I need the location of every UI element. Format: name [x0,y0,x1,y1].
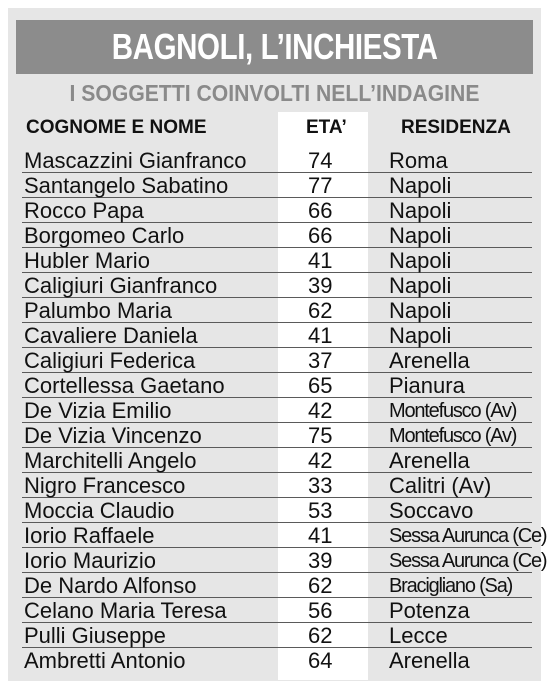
cell-residence: Arenella [389,348,470,373]
cell-residence: Montefusco (Av) [389,400,517,422]
table-row [22,498,532,523]
cell-name: Marchitelli Angelo [24,448,197,473]
table-row [22,348,532,373]
column-header-age: ETA’ [306,117,347,138]
table-row [22,598,532,623]
cell-name: De Nardo Alfonso [24,573,197,598]
cell-name: De Vizia Emilio [24,398,172,423]
table-row [22,523,547,548]
cell-age: 74 [308,148,333,173]
table-row [22,248,532,273]
cell-residence: Bracigliano (Sa) [389,575,513,597]
table-row [22,573,532,598]
cell-residence: Arenella [389,448,470,473]
cell-age: 42 [308,398,333,423]
cell-residence: Pianura [389,373,465,398]
cell-age: 53 [308,498,333,523]
table-row [22,648,532,673]
table-row [22,548,547,573]
title-bar [16,20,533,74]
cell-age: 41 [308,523,333,548]
cell-name: Hubler Mario [24,248,150,273]
cell-age: 65 [308,373,333,398]
cell-name: Borgomeo Carlo [24,223,185,248]
table-row [22,398,532,423]
cell-name: Rocco Papa [24,198,144,223]
cell-residence: Calitri (Av) [389,473,492,498]
subjects-list [22,148,547,673]
cell-name: Santangelo Sabatino [24,173,229,198]
cell-residence: Soccavo [389,498,474,523]
table-row [22,223,532,248]
table-row [22,623,532,648]
table-row [22,373,532,398]
cell-age: 42 [308,448,333,473]
cell-name: Ambretti Antonio [24,648,186,673]
table-row [22,323,532,348]
cell-residence: Napoli [389,223,452,248]
cell-residence: Arenella [389,648,470,673]
cell-age: 66 [308,223,333,248]
cell-residence: Sessa Aurunca (Ce) [389,550,547,572]
cell-name: Celano Maria Teresa [24,598,227,623]
cell-residence: Napoli [389,273,452,298]
cell-name: Palumbo Maria [24,298,172,323]
cell-age: 62 [308,573,333,598]
cell-residence: Napoli [389,323,452,348]
cell-name: Caligiuri Federica [24,348,196,373]
table-row [22,148,532,173]
page-subtitle: I SOGGETTI COINVOLTI NELL’INDAGINE [69,80,480,106]
cell-residence: Sessa Aurunca (Ce) [389,525,547,547]
table-row [22,473,532,498]
cell-name: Iorio Raffaele [24,523,155,548]
table-row [22,448,532,473]
cell-residence: Napoli [389,198,452,223]
cell-residence: Roma [389,148,448,173]
cell-residence: Napoli [389,248,452,273]
cell-age: 56 [308,598,333,623]
table-row [22,423,532,448]
cell-name: Mascazzini Gianfranco [24,148,247,173]
cell-name: Iorio Maurizio [24,548,157,573]
cell-age: 77 [308,173,333,198]
table-row [22,298,532,323]
cell-age: 39 [308,273,333,298]
cell-name: Moccia Claudio [24,498,175,523]
cell-residence: Montefusco (Av) [389,425,517,447]
cell-age: 39 [308,548,333,573]
table-row [22,173,532,198]
cell-age: 62 [308,298,333,323]
cell-residence: Potenza [389,598,470,623]
cell-age: 37 [308,348,333,373]
cell-name: Cortellessa Gaetano [24,373,225,398]
cell-age: 41 [308,248,333,273]
cell-age: 64 [308,648,333,673]
cell-age: 41 [308,323,333,348]
cell-name: De Vizia Vincenzo [24,423,202,448]
cell-residence: Lecce [389,623,448,648]
cell-name: Pulli Giuseppe [24,623,166,648]
column-header-name: COGNOME E NOME [26,117,207,138]
cell-residence: Napoli [389,173,452,198]
cell-name: Caligiuri Gianfranco [24,273,218,298]
cell-age: 33 [308,473,333,498]
cell-name: Cavaliere Daniela [24,323,198,348]
table-row [22,198,532,223]
cell-name: Nigro Francesco [24,473,186,498]
cell-age: 62 [308,623,333,648]
column-header-residence: RESIDENZA [401,117,511,138]
cell-age: 75 [308,423,333,448]
table-row [22,273,532,298]
cell-residence: Napoli [389,298,452,323]
page-title: BAGNOLI, L’INCHIESTA [111,26,438,67]
cell-age: 66 [308,198,333,223]
